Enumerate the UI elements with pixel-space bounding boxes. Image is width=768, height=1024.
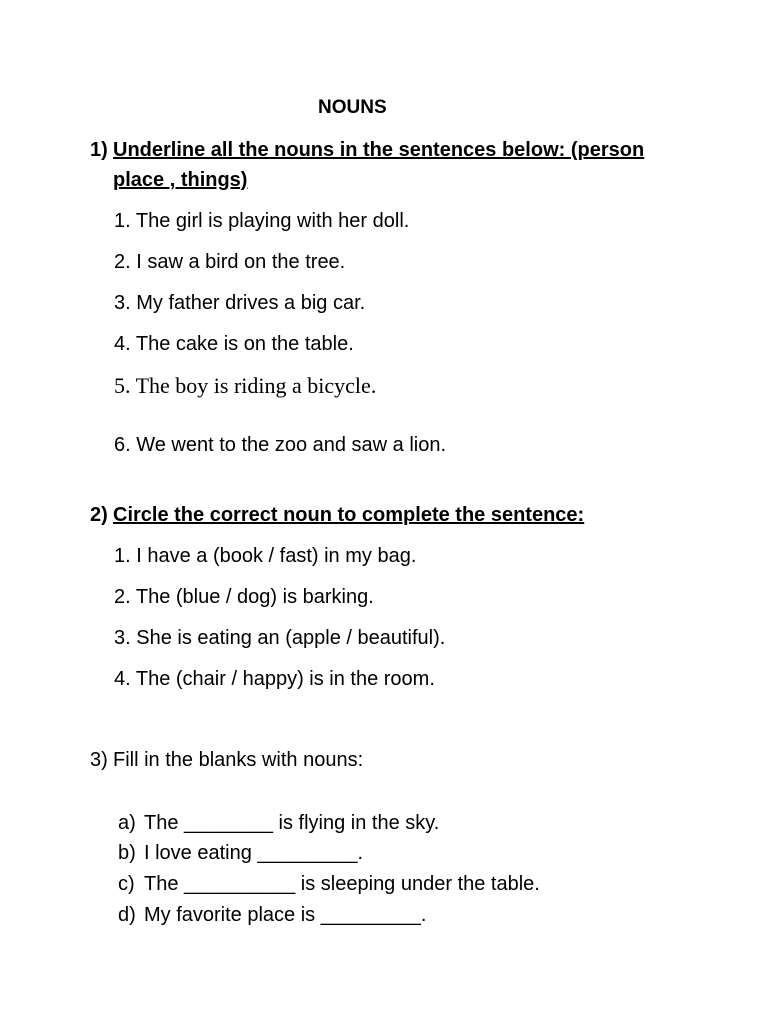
section-3-number: 3) bbox=[90, 749, 108, 771]
section-3-item-letter: d) bbox=[118, 904, 136, 926]
section-1-heading-line-1: Underline all the nouns in the sentences below: (person bbox=[113, 139, 645, 161]
section-2-item: 1. I have a (book / fast) in my bag. bbox=[114, 545, 417, 567]
section-2-item: 4. The (chair / happy) is in the room. bbox=[114, 668, 435, 690]
section-1-heading-line-2: place , things) bbox=[113, 169, 248, 191]
section-1-item: 1. The girl is playing with her doll. bbox=[114, 210, 410, 232]
section-3-item-text: I love eating _________. bbox=[144, 842, 364, 864]
section-3-item-text: The __________ is sleeping under the table. bbox=[144, 873, 540, 895]
section-1-item: 4. The cake is on the table. bbox=[114, 333, 354, 355]
section-2-item: 2. The (blue / dog) is barking. bbox=[114, 586, 374, 608]
section-2-item: 3. She is eating an (apple / beautiful). bbox=[114, 627, 446, 649]
section-3-item-letter: a) bbox=[118, 812, 136, 834]
section-2-number: 2) bbox=[90, 504, 108, 526]
section-1-item: 6. We went to the zoo and saw a lion. bbox=[114, 434, 447, 456]
section-1-item: 3. My father drives a big car. bbox=[114, 292, 366, 314]
section-3-item-letter: c) bbox=[118, 873, 135, 895]
section-3-item-letter: b) bbox=[118, 842, 136, 864]
page-title: NOUNS bbox=[318, 97, 387, 118]
section-1-item: 5. The boy is riding a bicycle. bbox=[114, 373, 377, 398]
section-3-item-text: The ________ is flying in the sky. bbox=[144, 812, 440, 834]
section-1-item: 2. I saw a bird on the tree. bbox=[114, 251, 346, 273]
section-3-heading: Fill in the blanks with nouns: bbox=[113, 749, 364, 771]
section-2-heading: Circle the correct noun to complete the sentence: bbox=[113, 504, 585, 526]
section-1-number: 1) bbox=[90, 139, 108, 161]
section-3-item-text: My favorite place is _________. bbox=[144, 904, 427, 926]
